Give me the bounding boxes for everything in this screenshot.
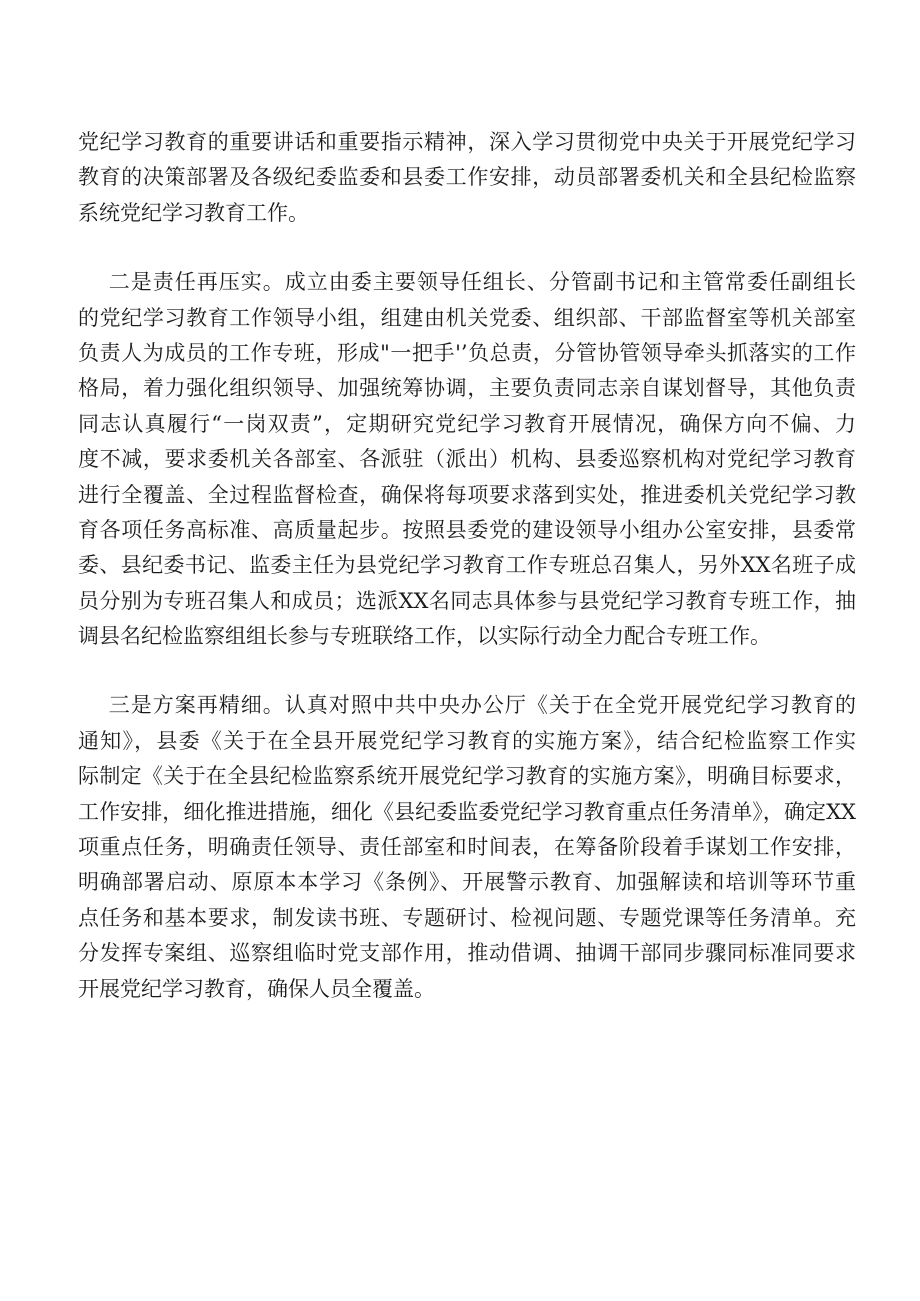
text-line: 开展党纪学习教育，确保人员全覆盖。 bbox=[78, 976, 435, 1001]
text-line: 项重点任务，明确责任领导、责任部室和时间表，在筹备阶段着手谋划工作安排， bbox=[78, 835, 856, 860]
paragraph-2 bbox=[78, 265, 856, 654]
text-line: 分发挥专案组、巡察组临时党支部作用，推动借调、抽调干部同步骤同标准同要求 bbox=[78, 941, 856, 966]
text-line: 调县名纪检监察组组长参与专班联络工作，以实际行动全力配合专班工作。 bbox=[78, 624, 771, 649]
document-page bbox=[78, 125, 856, 1007]
text-line: 二是责任再压实。成立由委主要领导任组长、分管副书记和主管常委任副组长 bbox=[78, 270, 856, 295]
text-line: 点任务和基本要求，制发读书班、专题研讨、检视问题、专题党课等任务清单。充 bbox=[78, 905, 856, 930]
text-line: 的党纪学习教育工作领导小组，组建由机关党委、组织部、干部监督室等机关部室 bbox=[78, 305, 856, 330]
text-line: 通知》，县委《关于在全县开展党纪学习教育的实施方案》，结合纪检监察工作实 bbox=[78, 728, 856, 753]
text-line: 负责人为成员的工作专班，形成"一把手'’负总责，分管协管领导牵头抓落实的工作 bbox=[78, 340, 856, 365]
paragraph-3 bbox=[78, 688, 856, 1007]
text-line: 三是方案再精细。认真对照中共中央办公厅《关于在全党开展党纪学习教育的 bbox=[78, 693, 856, 718]
text-line: 进行全覆盖、全过程监督检查，确保将每项要求落到实处，推进委机关党纪学习教 bbox=[78, 482, 856, 507]
text-line: 员分别为专班召集人和成员；选派XX名同志具体参与县党纪学习教育专班工作，抽 bbox=[78, 588, 856, 613]
text-line: 委、县纪委书记、监委主任为县党纪学习教育工作专班总召集人，另外XX名班子成 bbox=[78, 553, 856, 578]
text-line: 育各项任务高标准、高质量起步。按照县委党的建设领导小组办公室安排，县委常 bbox=[78, 517, 856, 542]
text-line: 党纪学习教育的重要讲话和重要指示精神，深入学习贯彻党中央关于开展党纪学习 bbox=[78, 130, 856, 154]
text-line: 明确部署启动、原原本本学习《条例》、开展警示教育、加强解读和培训等环节重 bbox=[78, 870, 856, 895]
text-line: 教育的决策部署及各级纪委监委和县委工作安排，动员部署委机关和全县纪检监察 bbox=[78, 165, 856, 190]
text-line: 度不减，要求委机关各部室、各派驻（派出）机构、县委巡察机构对党纪学习教育 bbox=[78, 447, 856, 472]
paragraph-1 bbox=[78, 125, 856, 231]
text-line: 工作安排，细化推进措施，细化《县纪委监委党纪学习教育重点任务清单》，确定XX bbox=[78, 799, 856, 824]
text-line: 格局，着力强化组织领导、加强统筹协调，主要负责同志亲自谋划督导，其他负责 bbox=[78, 376, 856, 401]
text-line: 际制定《关于在全县纪检监察系统开展党纪学习教育的实施方案》，明确目标要求， bbox=[78, 764, 856, 789]
text-line: 系统党纪学习教育工作。 bbox=[78, 200, 309, 225]
text-line: 同志认真履行“一岗双责”，定期研究党纪学习教育开展情况，确保方向不偏、力 bbox=[78, 411, 856, 436]
